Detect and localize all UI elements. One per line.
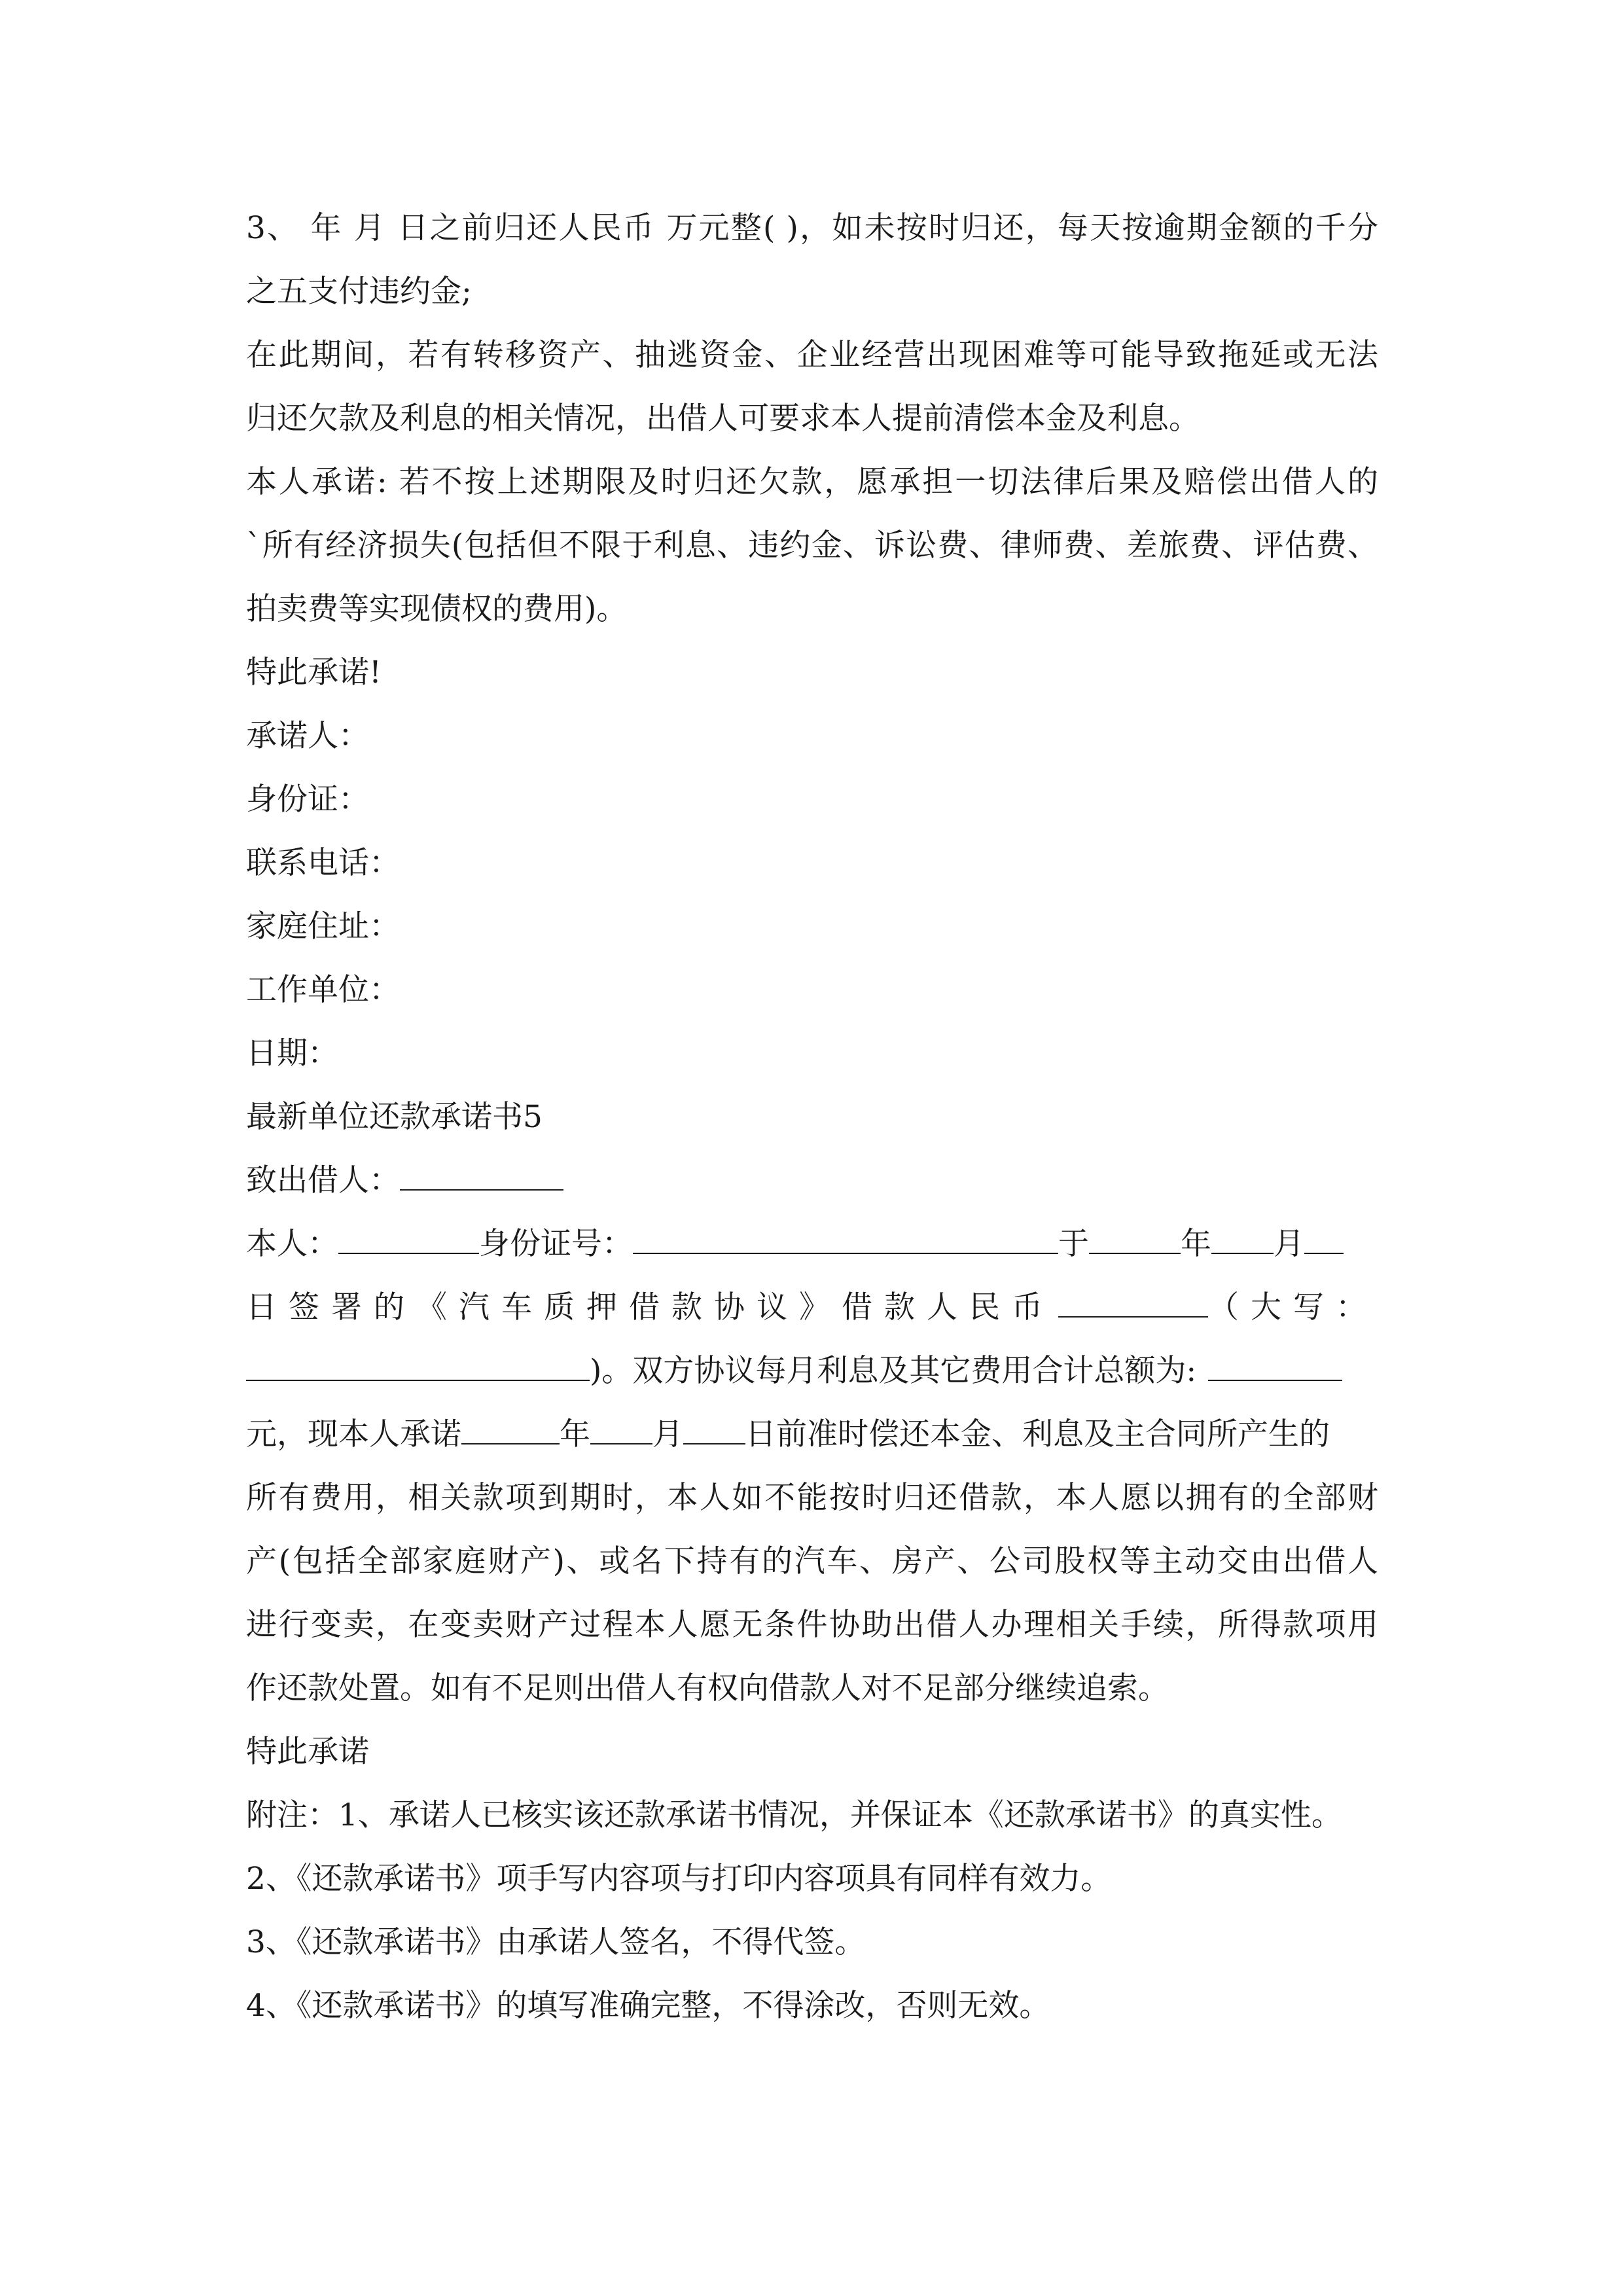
section-title: 最新单位还款承诺书5	[246, 1099, 543, 1135]
loan-amount-blank	[1058, 1285, 1208, 1318]
paragraph-commitment-line1: 本人承诺: 若不按上述期限及时归还欠款，愿承担一切法律后果及赔偿出借人的	[246, 464, 1378, 500]
lender-blank	[400, 1158, 563, 1191]
sign-month-blank	[1211, 1221, 1274, 1254]
note-item-1: 附注：1、承诺人已核实该还款承诺书情况，并保证本《还款承诺书》的真实性。	[246, 1797, 1342, 1833]
promise-day-blank	[683, 1412, 745, 1444]
paragraph-repayment-date-line2: 之五支付违约金;	[246, 274, 472, 310]
sign-day-blank	[1304, 1221, 1344, 1254]
promise-yuan-label: 元，现本人承诺	[246, 1416, 461, 1452]
document-body	[246, 196, 1378, 2037]
interest-label: )。双方协议每月利息及其它费用合计总额为:	[590, 1353, 1197, 1389]
note-item-2: 2、《还款承诺书》项手写内容项与打印内容项具有同样有效力。	[246, 1861, 1112, 1897]
promisor-field: 承诺人：	[246, 718, 369, 754]
interest-amount-blank	[1208, 1348, 1342, 1381]
capital-label: （大写：	[1208, 1289, 1378, 1325]
paragraph-commitment-line3: 拍卖费等实现债权的费用)。	[246, 591, 628, 627]
note-item-4: 4、《还款承诺书》的填写准确完整，不得涂改，否则无效。	[246, 1988, 1050, 2024]
paragraph-commitment-line2: `所有经济损失(包括但不限于利息、违约金、诉讼费、律师费、差旅费、评估费、	[246, 528, 1378, 564]
body-paragraph-line1: 所有费用，相关款项到期时，本人如不能按时归还借款，本人愿以拥有的全部财	[246, 1480, 1378, 1516]
id-number-label: 身份证号：	[479, 1226, 633, 1262]
self-name-blank	[338, 1221, 479, 1254]
date-field: 日期：	[246, 1035, 338, 1071]
sign-month-label: 月	[1274, 1226, 1304, 1262]
capital-amount-blank	[246, 1348, 590, 1381]
employer-field: 工作单位：	[246, 972, 400, 1008]
sign-year-blank	[1089, 1221, 1181, 1254]
self-label: 本人：	[246, 1226, 338, 1262]
lender-label: 致出借人：	[246, 1162, 400, 1198]
address-field: 家庭住址：	[246, 908, 400, 944]
on-label: 于	[1058, 1226, 1089, 1262]
promise-month-blank	[590, 1412, 652, 1444]
paragraph-risk-line1: 在此期间，若有转移资产、抽逃资金、企业经营出现困难等可能导致拖延或无法	[246, 337, 1378, 373]
note-item-3: 3、《还款承诺书》由承诺人签名，不得代签。	[246, 1924, 866, 1960]
closing-statement: 特此承诺!	[246, 655, 382, 691]
promise-month-label: 月	[652, 1416, 683, 1452]
promise-rest-label: 日前准时偿还本金、利息及主合同所产生的	[745, 1416, 1330, 1452]
lender-line	[246, 1149, 1378, 1212]
promise-year-blank	[461, 1412, 560, 1444]
paragraph-risk-line2: 归还欠款及利息的相关情况，出借人可要求本人提前清偿本金及利息。	[246, 401, 1200, 437]
body-paragraph-line2: 产(包括全部家庭财产)、或名下持有的汽车、房产、公司股权等主动交由出借人	[246, 1543, 1378, 1579]
promise-year-label: 年	[560, 1416, 590, 1452]
interest-line	[246, 1339, 1378, 1403]
body-paragraph-line4: 作还款处置。如有不足则出借人有权向借款人对不足部分继续追索。	[246, 1670, 1169, 1706]
agreement-label: 日签署的《汽车质押借款协议》借款人民币	[246, 1289, 1054, 1325]
self-line	[246, 1212, 1378, 1276]
id-number-blank	[633, 1221, 1058, 1254]
id-card-field: 身份证：	[246, 781, 369, 817]
promise-line	[246, 1403, 1378, 1466]
closing-statement-2: 特此承诺	[246, 1734, 369, 1770]
agreement-line	[246, 1276, 1378, 1339]
sign-year-label: 年	[1181, 1226, 1211, 1262]
body-paragraph-line3: 进行变卖，在变卖财产过程本人愿无条件协助出借人办理相关手续，所得款项用	[246, 1607, 1378, 1643]
phone-field: 联系电话：	[246, 845, 400, 881]
paragraph-repayment-date-line1: 3、 年 月 日之前归还人民币 万元整( )，如未按时归还，每天按逾期金额的千分	[246, 210, 1378, 246]
